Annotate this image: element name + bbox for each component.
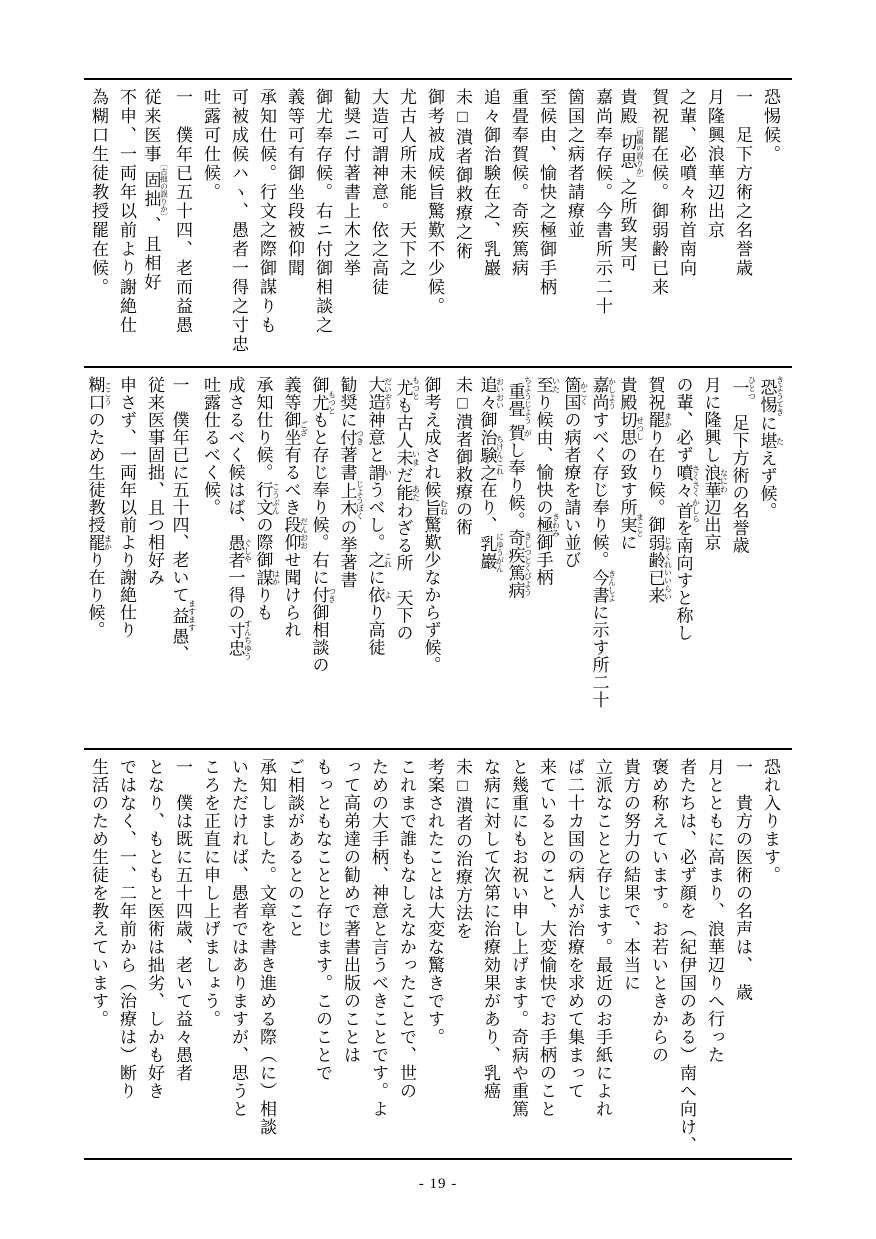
furigana-ruby: 今書 きんしよ — [589, 568, 617, 604]
text-column: 賀祝罷在候。御弱齢已来 — [649, 88, 668, 297]
text-column: 義等御坐 ござ有るべき段仰 だんおおせ聞けられ — [281, 376, 309, 639]
furigana-ruby: 未 いま — [393, 449, 421, 467]
furigana-ruby: 上木 じようぼく — [337, 479, 365, 520]
page-content — [84, 78, 792, 1193]
text-column: 従来医事固拙、且つ相好み — [145, 376, 164, 586]
furigana-ruby: 嘉尚 かしよう — [589, 376, 617, 411]
text-column: 来ているとのこと、大変愉快でお手柄のこと — [537, 758, 556, 1118]
furigana-ruby: 謂 い — [365, 463, 393, 481]
text-column: 従来医事固拙 〔古拙の誤りか〕、且相好 — [141, 88, 169, 292]
editorial-note-ruby: 固拙 〔古拙の誤りか〕 — [141, 160, 169, 220]
text-column: 申さず、一両年以前より謝絶仕り — [117, 376, 136, 639]
text-column: ではなく、一、二年前から（治療は）断り — [117, 758, 136, 1100]
furigana-ruby: 浪華 なにわ — [701, 463, 729, 499]
furigana-ruby: 首 かしら — [673, 498, 701, 523]
furigana-ruby: 謀 はか — [253, 568, 281, 586]
text-column: 為糊口生徒教授罷在候。 — [89, 88, 108, 297]
text-column: 生活のため生徒を教えています。 — [89, 758, 108, 1028]
text-column: な病に対して次第に治療効果があり、乳癌 — [481, 758, 500, 1100]
yomikudashi-section — [84, 366, 792, 748]
furigana-ruby: 行文 こうぶん — [253, 481, 281, 516]
text-column: となり、もともと医術は拙劣、しかも好き — [145, 758, 164, 1100]
text-column: 可被成候ハヽ、愚者一得之寸忠 — [229, 88, 248, 354]
text-column: 未□潰者の治療方法を — [453, 758, 472, 940]
text-column: 月とともに高まり、浪華辺りへ行った — [705, 758, 724, 1064]
text-column: 承知仕り候。行文 こうぶんの際御謀 はかりも — [253, 376, 281, 621]
text-column: 追々 おいおい御治験之 ちけんこれ在り、乳巖 にゆうがん — [477, 376, 505, 573]
yomikudashi-text-block — [84, 368, 790, 748]
furigana-ruby: 糊口 ここう — [85, 376, 113, 411]
furigana-ruby: 尤 もつと — [309, 390, 337, 415]
furigana-ruby: 箇国 かこく — [561, 376, 589, 411]
text-column: 追々御治験在之、乳巖 — [481, 88, 500, 278]
furigana-ruby: 追々 おいおい — [477, 376, 505, 411]
furigana-ruby: 付 つき — [309, 586, 337, 604]
furigana-ruby: 旨 むね — [421, 498, 449, 516]
text-column: 月に隆興し浪華 なにわ辺出京 — [701, 376, 729, 551]
text-column: 者たちは、必ず顔を（紀伊国のある）南へ向け、 — [677, 758, 696, 1154]
text-column: 一 足下方術之名誉歳 — [733, 88, 752, 278]
furigana-ruby: 罷 まか — [645, 411, 673, 429]
text-column: 嘉尚奉存候。今書所示二十 — [593, 88, 612, 316]
text-column: って高弟達の勧めで著書出版のことは — [341, 758, 360, 1064]
furigana-ruby: 依 よ — [365, 586, 393, 604]
text-column: 賀祝罷 まかり在り候。御弱齢已来 じやくれいいらい — [645, 376, 673, 604]
text-column: 立派なことと存じます。最近のお手紙によれ — [593, 758, 612, 1118]
furigana-ruby: 愚者 ぐしや — [225, 533, 253, 569]
text-column: ご相談があるとのこと — [285, 758, 304, 938]
text-column: 貴殿切思 せつしの致す所実 まことに — [617, 376, 645, 551]
furigana-ruby: 益 ますます — [169, 599, 197, 632]
text-column: 箇国之病者請療並 — [565, 88, 584, 240]
furigana-ruby: 尤 もつと — [393, 376, 421, 400]
text-column: 承知仕候。行文之際御謀りも — [257, 88, 276, 335]
text-column: 一 貴方の医術の名声は、 歳 — [733, 758, 752, 1002]
text-column: 成さるべく候はば、愚者 ぐしや一得の寸忠 すんちゆう — [225, 376, 253, 660]
furigana-ruby: 噴々 さくさく — [673, 463, 701, 499]
text-column: 箇国 かこくの病者療を請い並び — [561, 376, 589, 569]
text-column: 吐露可仕候。 — [201, 88, 220, 202]
text-column: 一 僕年已に五十四、老いて益 ますます愚、 — [169, 376, 197, 663]
furigana-ruby: 切思 せつし — [617, 411, 645, 446]
text-column: 一 僕は既に五十四歳、老いて益々愚者 — [173, 758, 192, 1082]
furigana-ruby: 寸忠 すんちゆう — [225, 619, 253, 660]
furigana-ruby: 之 これ — [365, 551, 393, 569]
text-column: の輩、必ず噴々 さくさく首 かしらを南向すと称し — [673, 376, 701, 642]
text-column: 大造 だいぞう神意と謂 いうべし。之 これに依 より高徒 — [365, 376, 393, 656]
text-column: ば二十カ国の病人が治療を求めて集まって — [565, 758, 584, 1100]
text-column: 恐惕候。 — [761, 88, 780, 164]
text-column: 御尤 もつともと存じ奉り候。右に付 つき御相談の — [309, 376, 337, 674]
furigana-ruby: 段仰 だんおお — [281, 516, 309, 551]
text-column: 貴方の努力の結果で、本当に — [621, 758, 640, 992]
text-column: 御考被成候旨驚歎不少候。 — [425, 88, 444, 316]
text-column: 一 僕年已五十四、老而益愚 — [173, 88, 192, 335]
text-column: 重畳奉賀候。奇疾篤病 — [509, 88, 528, 278]
text-column: 褒め称えています。お若いときからの — [649, 758, 668, 1064]
text-column: 嘉尚 かしようすべく存じ奉り候。今書 きんしよに示す所二十 — [589, 376, 617, 709]
text-column: 糊口 ここうのため生徒教授罷 まかり在り候。 — [85, 376, 113, 639]
text-column: ころを正直に申し上げましょう。 — [201, 758, 220, 1028]
text-column: 考案されたことは大変な驚きです。 — [425, 758, 444, 1046]
text-column: 恐れ入ります。 — [761, 758, 780, 884]
modern-translation-text-block — [84, 750, 790, 1158]
text-column: 之輩、必噴々称首南向 — [677, 88, 696, 278]
text-column: 月隆興浪華辺出京 — [705, 88, 724, 240]
furigana-ruby: 一 ひとつ — [729, 376, 757, 400]
text-column: 御考え成され候旨 むね驚歎少なからず候。 — [421, 376, 449, 674]
furigana-ruby: 御坐 ござ — [281, 411, 309, 446]
text-column: 恐惕 きようてきに堪 たえず候。 — [757, 376, 785, 520]
text-column: もっともなことと存じます。このことで — [313, 758, 332, 1082]
text-column: 不申、一両年以前より謝絶仕 — [117, 88, 136, 335]
text-column: 勧奨ニ付著書上木之挙 — [341, 88, 360, 278]
furigana-ruby: 至 いた — [533, 376, 561, 394]
text-column: 吐露仕るべく候。 — [201, 376, 220, 516]
furigana-ruby: 賀 が — [505, 424, 533, 442]
text-column: ための大手柄、神意と言うべきことです。よ — [369, 758, 388, 1118]
text-column: 一 ひとつ 足下方術の名誉歳 — [729, 376, 757, 555]
furigana-ruby: 奇疾篤病 きしつとくびよう — [505, 529, 533, 599]
furigana-ruby: 重畳 ちようじよう — [505, 376, 533, 424]
furigana-ruby: 堪 た — [757, 432, 785, 450]
furigana-ruby: 実 まこと — [617, 512, 645, 537]
text-column: 至候由、愉快之極御手柄 — [537, 88, 556, 297]
text-column: 尤 もつとも古人未 いまだ能 あたわざる所 天下の — [393, 376, 421, 642]
text-column: 大造可謂神意。依之高徒 — [369, 88, 388, 297]
text-column: 義等可有御坐段被仰聞 — [285, 88, 304, 278]
text-column: 貴殿切思 〔切歯の誤りか〕之所致実可 — [617, 88, 645, 273]
text-column: 承知しました。文章を書き進める際（に）相談 — [257, 758, 276, 1136]
furigana-ruby: 極 きわみ — [533, 512, 561, 537]
kanbun-section — [84, 78, 792, 366]
furigana-ruby: 付 つき — [337, 428, 365, 446]
text-column: 至 いたり候由、愉快の極 きわみ御手柄 — [533, 376, 561, 586]
text-column: 未□潰者御救療の術 — [453, 376, 472, 536]
text-column: いただければ、愚者ではありますが、思うと — [229, 758, 248, 1118]
furigana-ruby: 能 あた — [393, 484, 421, 502]
furigana-ruby: 弱齢已来 じやくれいいらい — [645, 533, 673, 604]
kanbun-text-block — [84, 80, 790, 366]
page-number: - 19 - — [418, 1176, 458, 1192]
text-column: 勧奨に付 つき著書上木 じようぼくの挙著書 — [337, 376, 365, 589]
text-column: と幾重にもお祝い申し上げます。奇病や重篤 — [509, 758, 528, 1118]
text-column: 尤古人所未能 天下之 — [397, 88, 416, 278]
text-column: 御尤奉存候。右ニ付御相談之 — [313, 88, 332, 335]
text-column: これまで誰もなしえなかったことで、世の — [397, 758, 416, 1100]
text-column: 未□潰者御救療之術 — [453, 88, 472, 261]
furigana-ruby: 恐惕 きようてき — [757, 376, 785, 416]
editorial-note-ruby: 切思 〔切歯の誤りか〕 — [617, 122, 645, 182]
furigana-ruby: 乳巖 にゆうがん — [477, 532, 505, 573]
furigana-ruby: 治験之 ちけんこれ — [477, 428, 505, 481]
furigana-ruby: 罷 まか — [85, 533, 113, 551]
furigana-ruby: 大造 だいぞう — [365, 376, 393, 411]
text-column: 重畳 ちようじよう賀 がし奉り候。奇疾篤病 きしつとくびよう — [505, 376, 533, 599]
modern-translation-section — [84, 748, 792, 1160]
